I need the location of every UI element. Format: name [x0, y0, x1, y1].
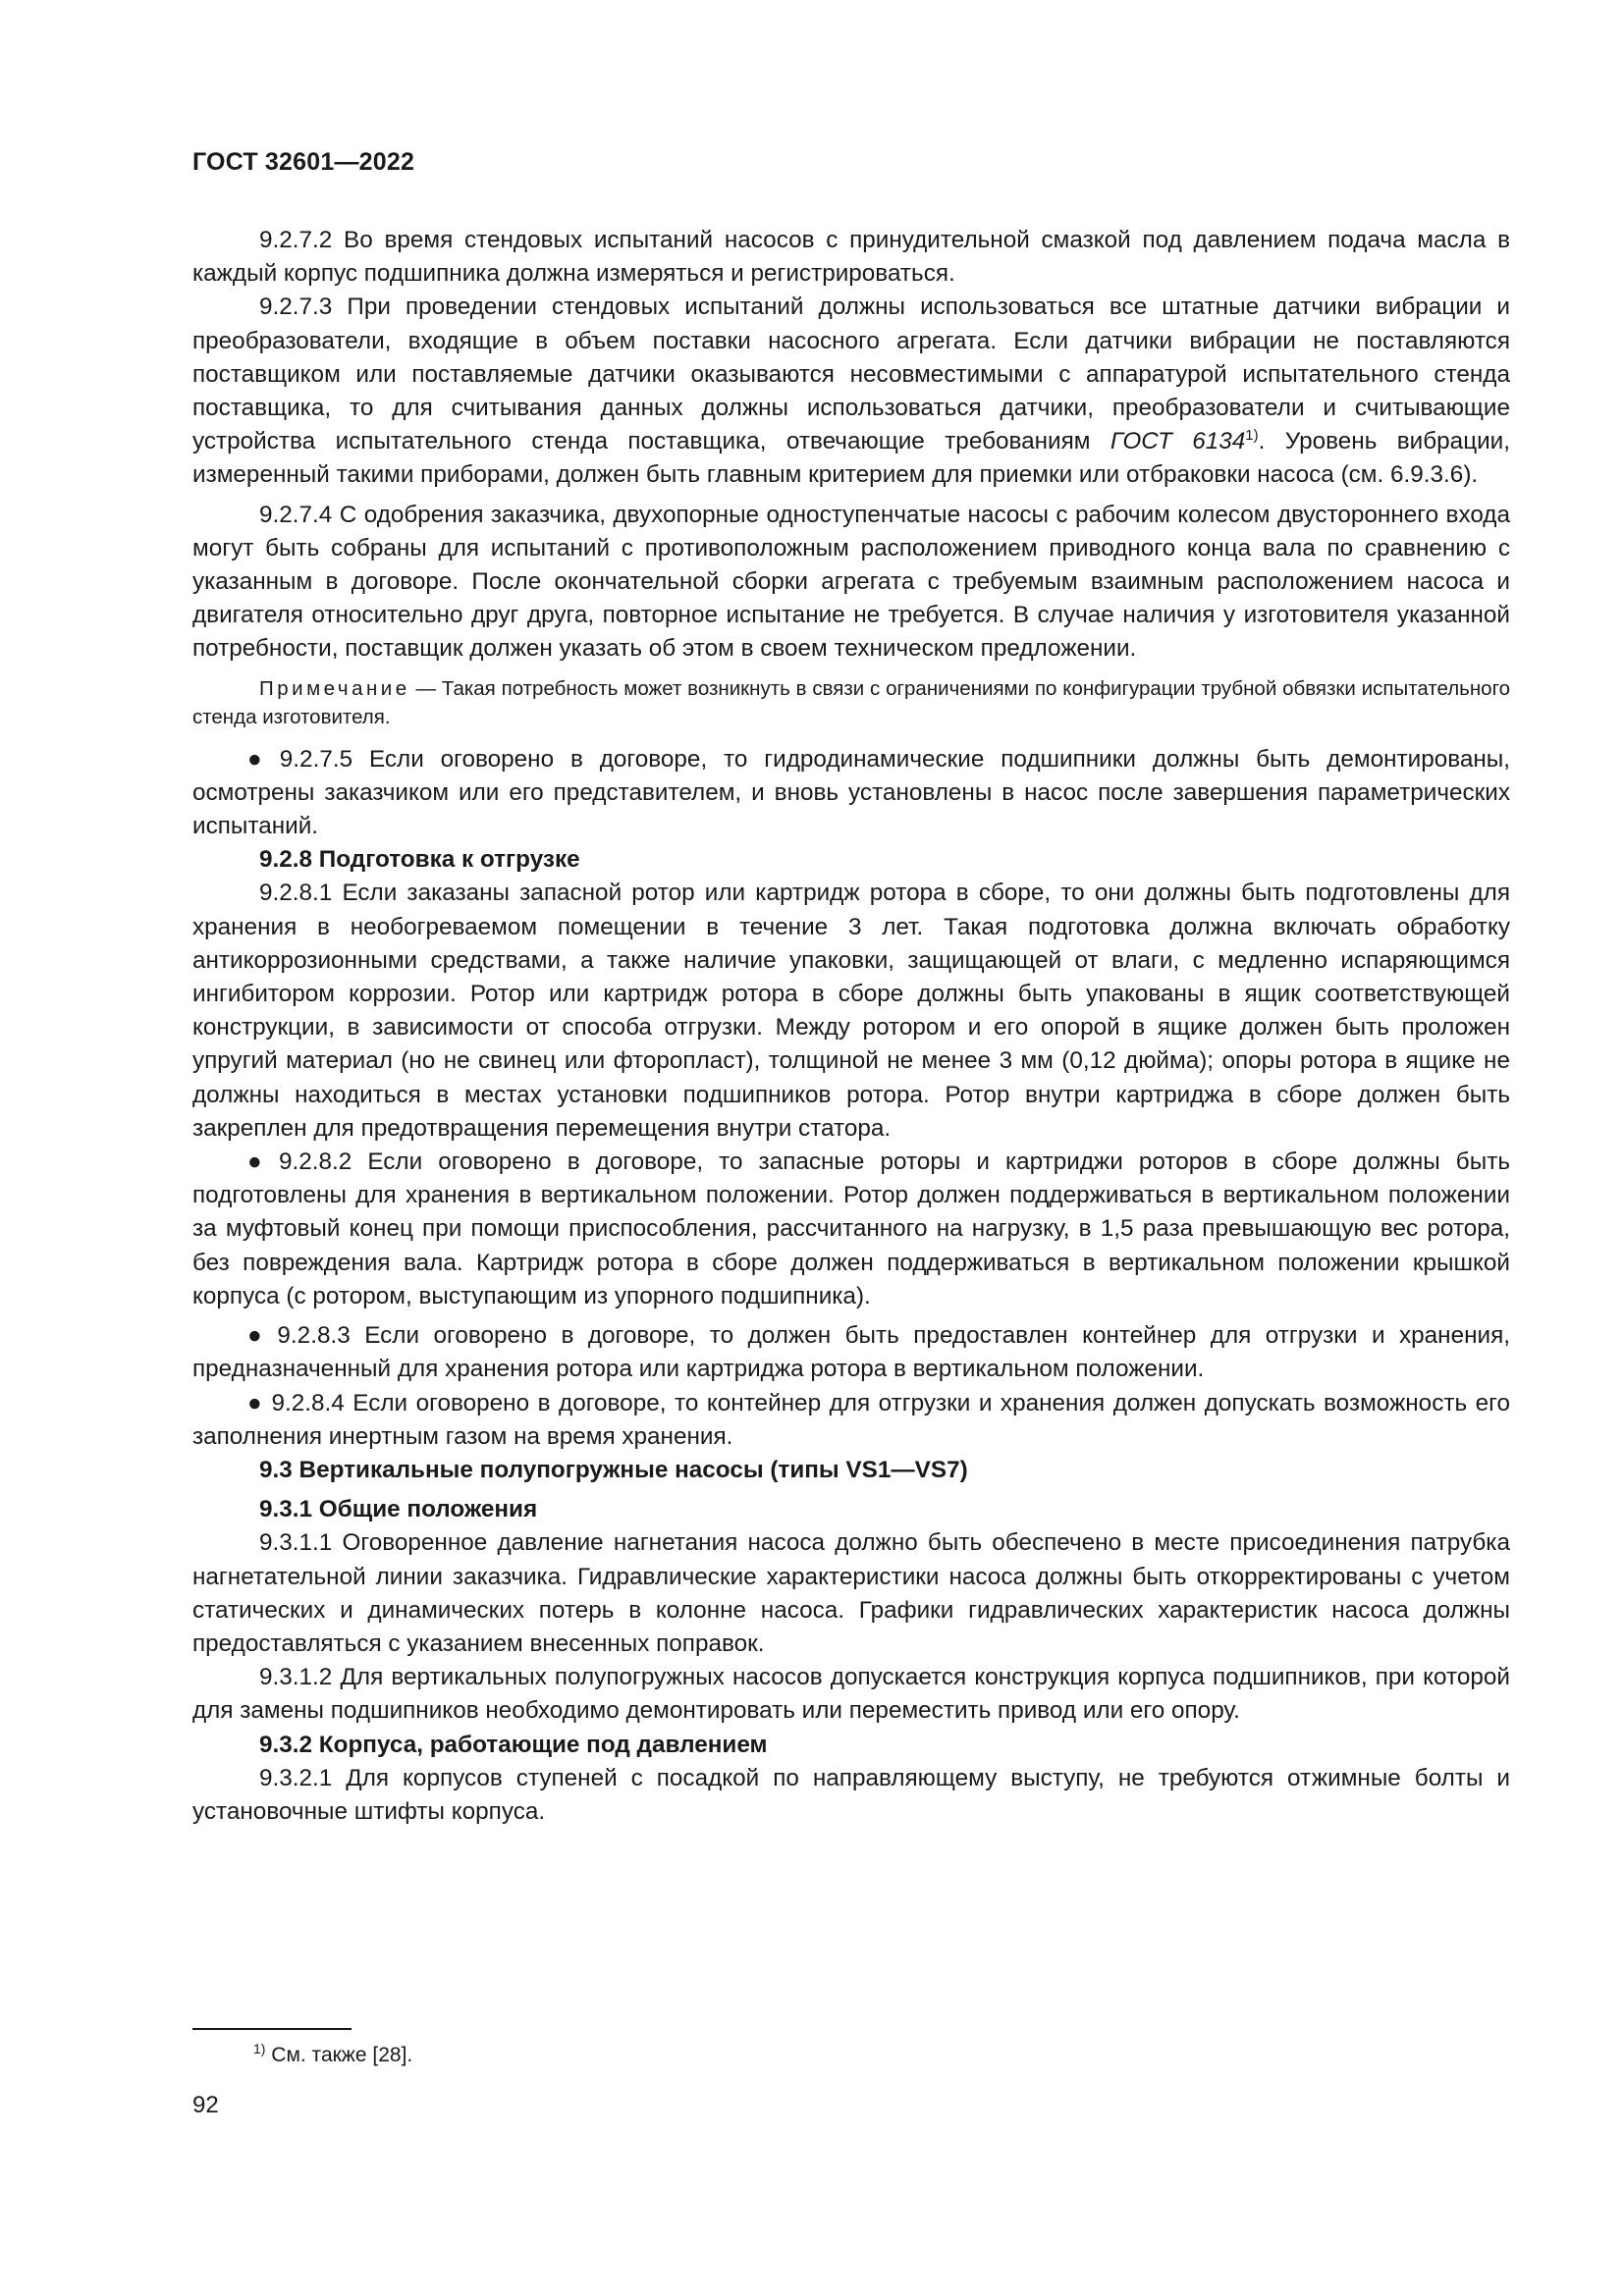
document-body: [192, 224, 1510, 1829]
paragraph-9-2-7-2: 9.2.7.2 Во время стендовых испытаний насосов с принудительной смазкой под давлением подача масла в каждый корпус подшипника должна измеряться и регистрироваться.: [192, 227, 1510, 288]
paragraph-9-2-7-3: [192, 291, 1510, 492]
paragraph-9-2-7-5: [192, 743, 1510, 844]
footnote-marker[interactable]: 1): [1245, 427, 1259, 445]
paragraph-9-2-8-4: [192, 1387, 1510, 1454]
note-text: — Такая потребность может возникнуть в связи с ограничениями по конфигурации трубной обвязки испытательного стенда изготовителя.: [192, 676, 1510, 728]
heading-9-3: 9.3 Вертикальные полупогружные насосы (типы VS1—VS7): [259, 1456, 968, 1483]
paragraph-9-3-1-1: 9.3.1.1 Оговоренное давление нагнетания насоса должно быть обеспечено в месте присоединения патрубка нагнетательной линии заказчика. Гидравлические характеристики насоса должны быть откорректированы с учетом статических и динамических потерь в колонне насоса. Графики гидравлических характеристик насоса должны предоставляться с указанием внесенных поправок.: [192, 1529, 1510, 1657]
heading-9-2-8: 9.2.8 Подготовка к отгрузке: [259, 846, 580, 874]
paragraph-text: 9.2.8.4 Если оговорено в договоре, то контейнер для отгрузки и хранения должен допускать возможность его заполнения инертным газом на время хранения.: [192, 1389, 1510, 1450]
paragraph-9-2-8-3: [192, 1319, 1510, 1386]
paragraph-9-3-1-2: 9.3.1.2 Для вертикальных полупогружных насосов допускается конструкция корпуса подшипников, при которой для замены подшипников необходимо демонтировать или переместить привод или его опору.: [192, 1664, 1510, 1725]
bullet-icon: ●: [247, 745, 272, 773]
paragraph-text: . Уровень вибрации, измеренный такими приборами, должен быть главным критерием для приемки или отбраковки насоса (см. 6.9.3.6).: [192, 428, 1511, 489]
footnote: [253, 2041, 413, 2067]
paragraph-9-2-7-4: 9.2.7.4 С одобрения заказчика, двухопорные одноступенчатые насосы с рабочим колесом двустороннего входа могут быть собраны для испытаний с противоположным расположением приводного конца вала по сравнению с указанным в договоре. После окончательной сборки агрегата с требуемым взаимным расположением насоса и двигателя относительно друг друга, повторное испытание не требуется. В случае наличия у изготовителя указанной потребности, поставщик должен указать об этом в своем техническом предложении.: [192, 501, 1510, 663]
paragraph-text: 9.2.7.3 При проведении стендовых испытаний должны использоваться все штатные датчики вибрации и преобразователи, входящие в объем поставки насосного агрегата. Если датчики вибрации не поставляются поставщиком или поставляемые датчики оказываются несовместимыми с аппаратурой испытательного стенда поставщика, то для считывания данных должны использоваться датчики, преобразователи и считывающие устройства испытательного стенда поставщика, отвечающие требованиям: [192, 294, 1510, 455]
heading-9-3-2: 9.3.2 Корпуса, работающие под давлением: [259, 1731, 768, 1758]
paragraph-9-2-8-1: 9.2.8.1 Если заказаны запасной ротор или картридж ротора в сборе, то они должны быть подготовлены для хранения в необогреваемом помещении в течение 3 лет. Такая подготовка должна включать обработку антикоррозионными средствами, а также наличие упаковки, защищающей от влаги, с медленно испаряющимся ингибитором коррозии. Ротор или картридж ротора в сборе должны быть упакованы в ящик соответствующей конструкции, в зависимости от способа отгрузки. Между ротором и его опорой в ящике должен быть проложен упругий материал (но не свинец или фторопласт), толщиной не менее 3 мм (0,12 дюйма); опоры ротора в ящике не должны находиться в местах установки подшипников ротора. Ротор внутри картриджа в сборе должен быть закреплен для предотвращения перемещения внутри статора.: [192, 880, 1510, 1142]
paragraph-text: 9.2.8.3 Если оговорено в договоре, то должен быть предоставлен контейнер для отгрузки и хранения, предназначенный для хранения ротора или картриджа ротора в вертикальном положении.: [192, 1322, 1510, 1383]
note: [192, 674, 1510, 731]
note-label: Примечание: [259, 676, 410, 700]
page-header-standard-number: ГОСТ 32601—2022: [192, 148, 415, 176]
paragraph-9-2-8-2: [192, 1146, 1510, 1313]
footnote-text: См. также [28].: [265, 2044, 413, 2066]
bullet-icon: ●: [247, 1322, 270, 1350]
page-number: 92: [192, 2092, 219, 2118]
footnote-mark: 1): [253, 2041, 266, 2056]
heading-9-3-1: 9.3.1 Общие положения: [259, 1496, 538, 1523]
bullet-icon: ●: [247, 1389, 264, 1416]
standard-reference-link[interactable]: ГОСТ 6134: [1110, 428, 1246, 455]
paragraph-text: 9.2.8.2 Если оговорено в договоре, то запасные роторы и картриджи роторов в сборе должны быть подготовлены для хранения в вертикальном положении. Ротор должен поддерживаться в вертикальном положении за муфтовый конец при помощи приспособления, рассчитанного на нагрузку, в 1,5 раза превышающую вес ротора, без повреждения вала. Картридж ротора в сборе должен поддерживаться в вертикальном положении крышкой корпуса (с ротором, выступающим из упорного подшипника).: [192, 1148, 1510, 1309]
bullet-icon: ●: [247, 1148, 271, 1176]
paragraph-9-3-2-1: 9.3.2.1 Для корпусов ступеней с посадкой по направляющему выступу, не требуются отжимные болты и установочные штифты корпуса.: [192, 1764, 1510, 1825]
footnote-divider: [192, 2028, 352, 2030]
paragraph-text: 9.2.7.5 Если оговорено в договоре, то гидродинамические подшипники должны быть демонтированы, осмотрены заказчиком или его представителем, и вновь установлены в насос после завершения параметрических испытаний.: [192, 745, 1510, 840]
